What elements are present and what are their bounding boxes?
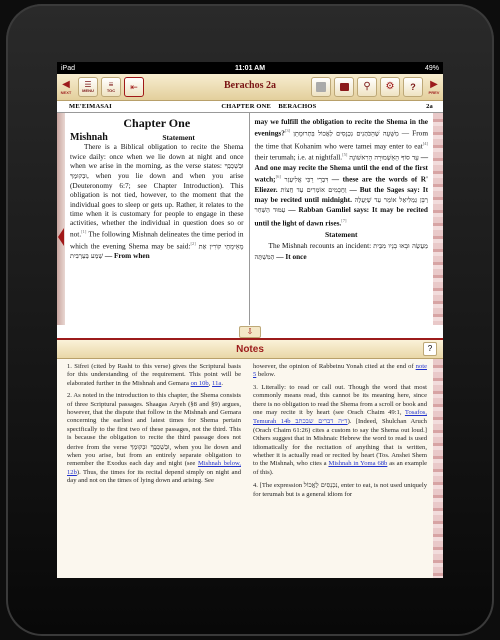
search-icon: ⚲ bbox=[363, 81, 371, 92]
bold-text: — It once bbox=[274, 251, 307, 261]
expand-arrow-icon: ⇩ bbox=[246, 327, 254, 336]
page-header-center: CHAPTER ONE BERACHOS bbox=[221, 103, 317, 110]
notes-right-column bbox=[247, 359, 433, 578]
text-span: , bbox=[208, 379, 213, 387]
gear-icon: ⚙ bbox=[385, 81, 395, 92]
text-span: as an example of this). bbox=[253, 460, 427, 476]
note-ref[interactable]: [3] bbox=[284, 128, 291, 134]
main-left-column bbox=[65, 113, 250, 325]
bookmark-back-button[interactable] bbox=[124, 77, 144, 97]
battery-level: 49% bbox=[424, 64, 439, 72]
main-left-text bbox=[70, 142, 244, 261]
prev-button[interactable] bbox=[425, 80, 443, 95]
page-header-right: 2a bbox=[426, 103, 433, 110]
notes-panel[interactable] bbox=[57, 359, 443, 578]
link-yoma-68b[interactable]: Mishnah in Yoma 68b bbox=[328, 460, 388, 468]
text-span: ). [Indeed, Shulchan Aruch (Orach Chaim 61:26) cites a custom to say the Shema out loud.] Others suggest that in Mishnaic Hebrew the word to read is used idiomatically for the recitation of anything that is written, whether it is actually read or recited by heart (Tos. Anshei Shem to the Mishnah, who cites a bbox=[253, 418, 427, 468]
text-span: 4. [The expression bbox=[253, 482, 304, 490]
notes-right-edge bbox=[433, 359, 443, 578]
hebrew-text: וַחֲכָמִים אוֹמְרִים עַד חֲצוֹת bbox=[280, 185, 347, 194]
hebrew-text: וּבְשָׁכְבְּךָ וּבְקוּמֶךָ bbox=[70, 161, 244, 181]
search-button[interactable] bbox=[357, 77, 377, 97]
bold-text: — Rabban Gamliel says: It may be recited until the light of dawn rises. bbox=[254, 205, 428, 227]
hebrew-text: עַד סוֹף הָאַשְׁמוּרָה הָרִאשׁוֹנָה bbox=[349, 153, 419, 162]
menu-label: MENU bbox=[82, 88, 94, 93]
hebrew-text: מִשָּׁעָה שֶׁהַכֹּהֲנִים נִכְנָסִים לֶאֱכוֹל בִּתְרוּמָתָן bbox=[293, 129, 399, 138]
mishnah-heading: Mishnah bbox=[70, 132, 108, 144]
app-screen bbox=[57, 62, 443, 578]
page-header bbox=[57, 101, 443, 113]
next-label: NEXT bbox=[60, 89, 72, 95]
text-span: 3. Literally: to read or call out. Though the word that most commonly means read, this cannot be its meaning here, since there is no obligation to read the Shema from a scroll or book and one may recite it by heart (see Orach Chaim 49:1, bbox=[253, 383, 427, 417]
bold-text: may we fulfill the obligation to recite the Shema in the evenings? bbox=[254, 117, 428, 138]
arrow-left-icon: ◀ bbox=[62, 78, 70, 90]
toc-label: TOC bbox=[106, 88, 116, 93]
page-header-left: ME'EIMASAI bbox=[69, 103, 112, 110]
text-span: The following Mishnah delineates the time period in which the evening Shema may be said: bbox=[70, 229, 244, 251]
note-ref[interactable]: [1] bbox=[81, 229, 87, 235]
menu-button[interactable] bbox=[78, 77, 98, 97]
note-ref[interactable]: [7] bbox=[341, 217, 347, 223]
text-span: , when you lie down and when you arise, but from an entirely separate obligation to remember the Exodus each day and night (see bbox=[67, 443, 242, 468]
left-page-edge[interactable] bbox=[57, 113, 65, 325]
briefcase-button[interactable] bbox=[334, 77, 354, 97]
settings-button[interactable] bbox=[380, 77, 400, 97]
hebrew-text: רַבָּן גַּמְלִיאֵל אוֹמֵר עַד שֶׁיַּעֲלֶה עַמּוּד הַשַּׁחַר bbox=[254, 196, 428, 215]
prev-label: PREV bbox=[428, 89, 440, 95]
text-span: below. bbox=[256, 371, 276, 379]
note-ref[interactable]: [6] bbox=[275, 174, 281, 180]
link-tosafos-hebrew[interactable]: ד״ה דברים שבכתב bbox=[290, 417, 348, 426]
note-2 bbox=[67, 392, 241, 485]
note-ref[interactable]: [4] bbox=[422, 140, 428, 146]
bookmark-arrow-icon: ⇤ bbox=[130, 81, 138, 92]
hebrew-text: וּבְשָׁכְבְּךָ וּבְקוּמֶךָ bbox=[130, 442, 170, 451]
toc-button[interactable] bbox=[101, 77, 121, 97]
notes-header bbox=[57, 338, 443, 359]
clock: 11:01 AM bbox=[234, 64, 266, 72]
hebrew-text: מֵאֵימָתַי קוֹרִין אֶת שְׁמַע בְּעַרְבִית bbox=[70, 242, 244, 261]
device-label: iPad bbox=[61, 64, 76, 72]
link-mishnah-12b[interactable]: Mishnah below, 12b bbox=[67, 460, 242, 476]
status-bar bbox=[57, 62, 443, 74]
divider-bar bbox=[57, 325, 443, 338]
print-button[interactable] bbox=[311, 77, 331, 97]
print-icon bbox=[316, 82, 326, 92]
link-11a[interactable]: 11a bbox=[212, 379, 222, 387]
menu-icon: ☰ bbox=[84, 80, 92, 89]
toolbar bbox=[57, 74, 443, 101]
link-note-5[interactable]: note 5 bbox=[253, 363, 427, 379]
note-1 bbox=[67, 363, 241, 388]
expand-notes-button[interactable] bbox=[239, 326, 261, 338]
page-turn-left-icon[interactable] bbox=[58, 228, 64, 246]
text-span: The Mishnah recounts an incident: bbox=[268, 241, 372, 251]
text-span: 2. As noted in the introduction to this chapter, the Shema consists of three Scriptural passages. Shaagas Aryeh (§8 and §9) argues, however, that the dispute that follow in the Mishnah and Gemara concerning the earliest and latest times for Shema pertain specifically to the first two of these passages, not the third. This is because the obligation to recite the third passage does not derive from the verse bbox=[67, 392, 241, 451]
link-10b[interactable]: on 10b bbox=[190, 379, 209, 387]
text-span: There is a Biblical obligation to recite the Shema twice daily: once when we lie down at night and once when we arise in the morning, as the verse states: bbox=[70, 142, 244, 170]
notes-left-column bbox=[57, 359, 247, 578]
arrow-right-icon: ▶ bbox=[430, 78, 438, 90]
bold-text: — these are the words of R' Eliezer. bbox=[254, 174, 428, 194]
text-span: . bbox=[221, 379, 223, 387]
statement-heading: Statement bbox=[162, 133, 195, 143]
bold-text: — From when bbox=[103, 251, 150, 261]
notes-help-button[interactable]: ? bbox=[423, 342, 437, 356]
statement-heading: Statement bbox=[325, 230, 358, 240]
note-ref[interactable]: [2] bbox=[190, 240, 196, 246]
briefcase-icon bbox=[340, 83, 349, 91]
note-4 bbox=[253, 481, 427, 499]
right-page-edge[interactable] bbox=[433, 113, 443, 325]
hebrew-text: מַעֲשֶׂה וּבָאוּ בָנָיו מִבֵּית הַמִּשְׁתֶּה bbox=[254, 242, 428, 261]
link-tosafos[interactable]: Tosafos, Temurah 14b bbox=[253, 409, 427, 426]
list-icon: ≡ bbox=[108, 80, 114, 89]
note-2-cont bbox=[253, 363, 427, 380]
page-title: Berachos 2a bbox=[224, 80, 276, 91]
notes-title: Notes bbox=[236, 343, 264, 355]
bold-text: — And one may recite the Shema until the end of the first watch; bbox=[254, 152, 428, 184]
text-span: however, the opinion of Rabbeinu Yonah cited at the end of bbox=[253, 363, 416, 370]
help-label: ? bbox=[410, 82, 416, 92]
main-right-text bbox=[255, 241, 429, 261]
hebrew-text: נִכְנָסִים לֶאֱכוֹל bbox=[303, 481, 338, 490]
text-span: , enter to eat, is not used uniquely for terumah but is a general idiom for bbox=[253, 482, 427, 498]
main-right-column bbox=[250, 113, 434, 325]
chapter-title: Chapter One bbox=[123, 116, 191, 130]
hebrew-text: דִּבְרֵי רַבִּי אֱלִיעֶזֶר bbox=[284, 175, 329, 184]
help-button[interactable] bbox=[403, 77, 423, 97]
text-span: , when you lie down and when you arise (Deuteronomy 6:7; see Chapter Introduction). This obligation is not tied, however, to the moment that the individual goes to sleep or gets up. Rather, it relates to the time when it is customary for people to engage in these activities, whether the individual in question does so or not. bbox=[70, 171, 244, 239]
text-span: ). Thus, the times for its recital depend simply on night and day and not on the times of lying down and arising. See bbox=[67, 468, 241, 485]
note-3 bbox=[253, 384, 427, 477]
bold-text: — But the Sages say: It may be recited until midnight. bbox=[254, 184, 428, 205]
main-text-area[interactable] bbox=[57, 113, 443, 325]
text-span: 1. Sifrei (cited by Rashi to this verse) gives the Scriptural basis for this understanding of the requirement. This point will be elaborated further in the Mishnah and Gemara bbox=[67, 363, 241, 387]
note-ref[interactable]: [5] bbox=[342, 152, 348, 158]
text-span: their terumah; i.e. at nightfall. bbox=[254, 152, 343, 162]
text-span: — From the time that Kohanim who were tamei may enter to eat bbox=[254, 128, 428, 151]
next-button[interactable] bbox=[57, 80, 75, 95]
